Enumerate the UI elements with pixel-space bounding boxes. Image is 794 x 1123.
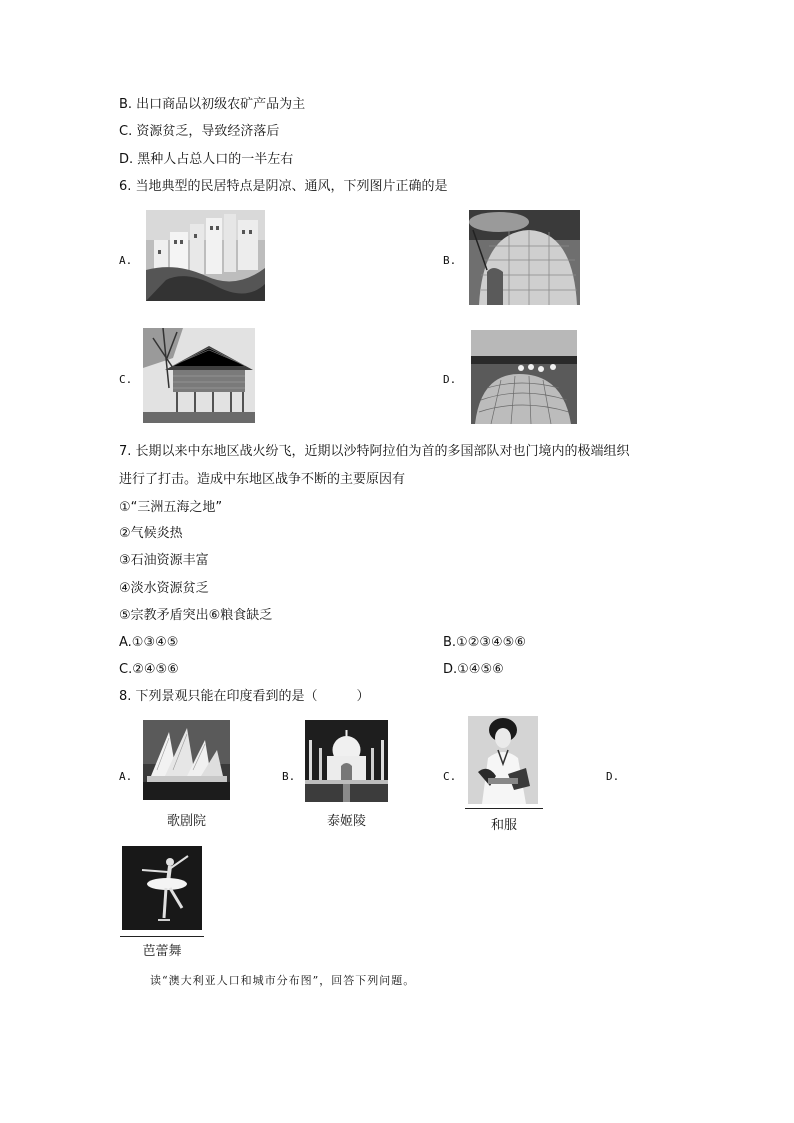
q8-label-b: B.	[282, 770, 296, 783]
q7-item-2: ②气候炎热	[119, 526, 183, 541]
reading-instruction: 读“澳大利亚人口和城市分布图”，回答下列问题。	[150, 974, 416, 987]
q8-stem: 8. 下列景观只能在印度看到的是（ ）	[119, 689, 370, 704]
q7-option-a: A.①③④⑤	[119, 635, 179, 650]
q6-photo-d-grass-hut[interactable]	[471, 330, 577, 424]
q6-label-b: B.	[443, 254, 457, 267]
q6-label-c: C.	[119, 373, 133, 386]
q5-option-c: C. 资源贫乏，导致经济落后	[119, 124, 280, 139]
q6-photo-c-stilt-house[interactable]	[143, 328, 255, 423]
q6-photo-a-mud-towers[interactable]	[146, 210, 265, 301]
q7-stem-line1: 7. 长期以来中东地区战火纷飞，近期以沙特阿拉伯为首的多国部队对也门境内的极端组织	[119, 444, 630, 459]
q8-label-a: A.	[119, 770, 133, 783]
q8-photo-c-kimono[interactable]	[468, 716, 538, 804]
q7-option-b: B.①②③④⑤⑥	[443, 635, 526, 650]
q5-option-b: B. 出口商品以初级农矿产品为主	[119, 97, 306, 112]
q8-label-c: C.	[443, 770, 457, 783]
q6-label-a: A.	[119, 254, 133, 267]
q7-stem-line2: 进行了打击。造成中东地区战争不断的主要原因有	[119, 472, 406, 487]
q8-caption-taj: 泰姬陵	[326, 814, 366, 829]
q6-label-d: D.	[443, 373, 457, 386]
q7-item-4: ④淡水资源贫乏	[119, 581, 209, 596]
q7-item-3: ③石油资源丰富	[119, 553, 209, 568]
q8-caption-ballet: 芭蕾舞	[142, 944, 182, 959]
q7-option-d: D.①④⑤⑥	[443, 662, 504, 677]
q5-option-d: D. 黑种人占总人口的一半左右	[119, 152, 294, 167]
q8-label-d: D.	[606, 770, 620, 783]
q8-caption-rule-ballet	[120, 936, 204, 937]
q8-caption-rule-kimono	[465, 808, 543, 809]
q6-stem: 6. 当地典型的民居特点是阴凉、通风，下列图片正确的是	[119, 179, 448, 194]
q7-option-c: C.②④⑤⑥	[119, 662, 179, 677]
q8-photo-a-opera-house[interactable]	[143, 720, 230, 800]
q8-photo-d-ballet[interactable]	[122, 846, 202, 930]
q8-caption-opera: 歌剧院	[166, 814, 206, 829]
q7-item-1: ①“三洲五海之地”	[119, 500, 223, 515]
q8-photo-b-taj-mahal[interactable]	[305, 720, 388, 802]
q8-caption-kimono: 和服	[490, 818, 517, 833]
q6-photo-b-igloo[interactable]	[469, 210, 580, 305]
q7-item-5: ⑤宗教矛盾突出⑥粮食缺乏	[119, 608, 273, 623]
